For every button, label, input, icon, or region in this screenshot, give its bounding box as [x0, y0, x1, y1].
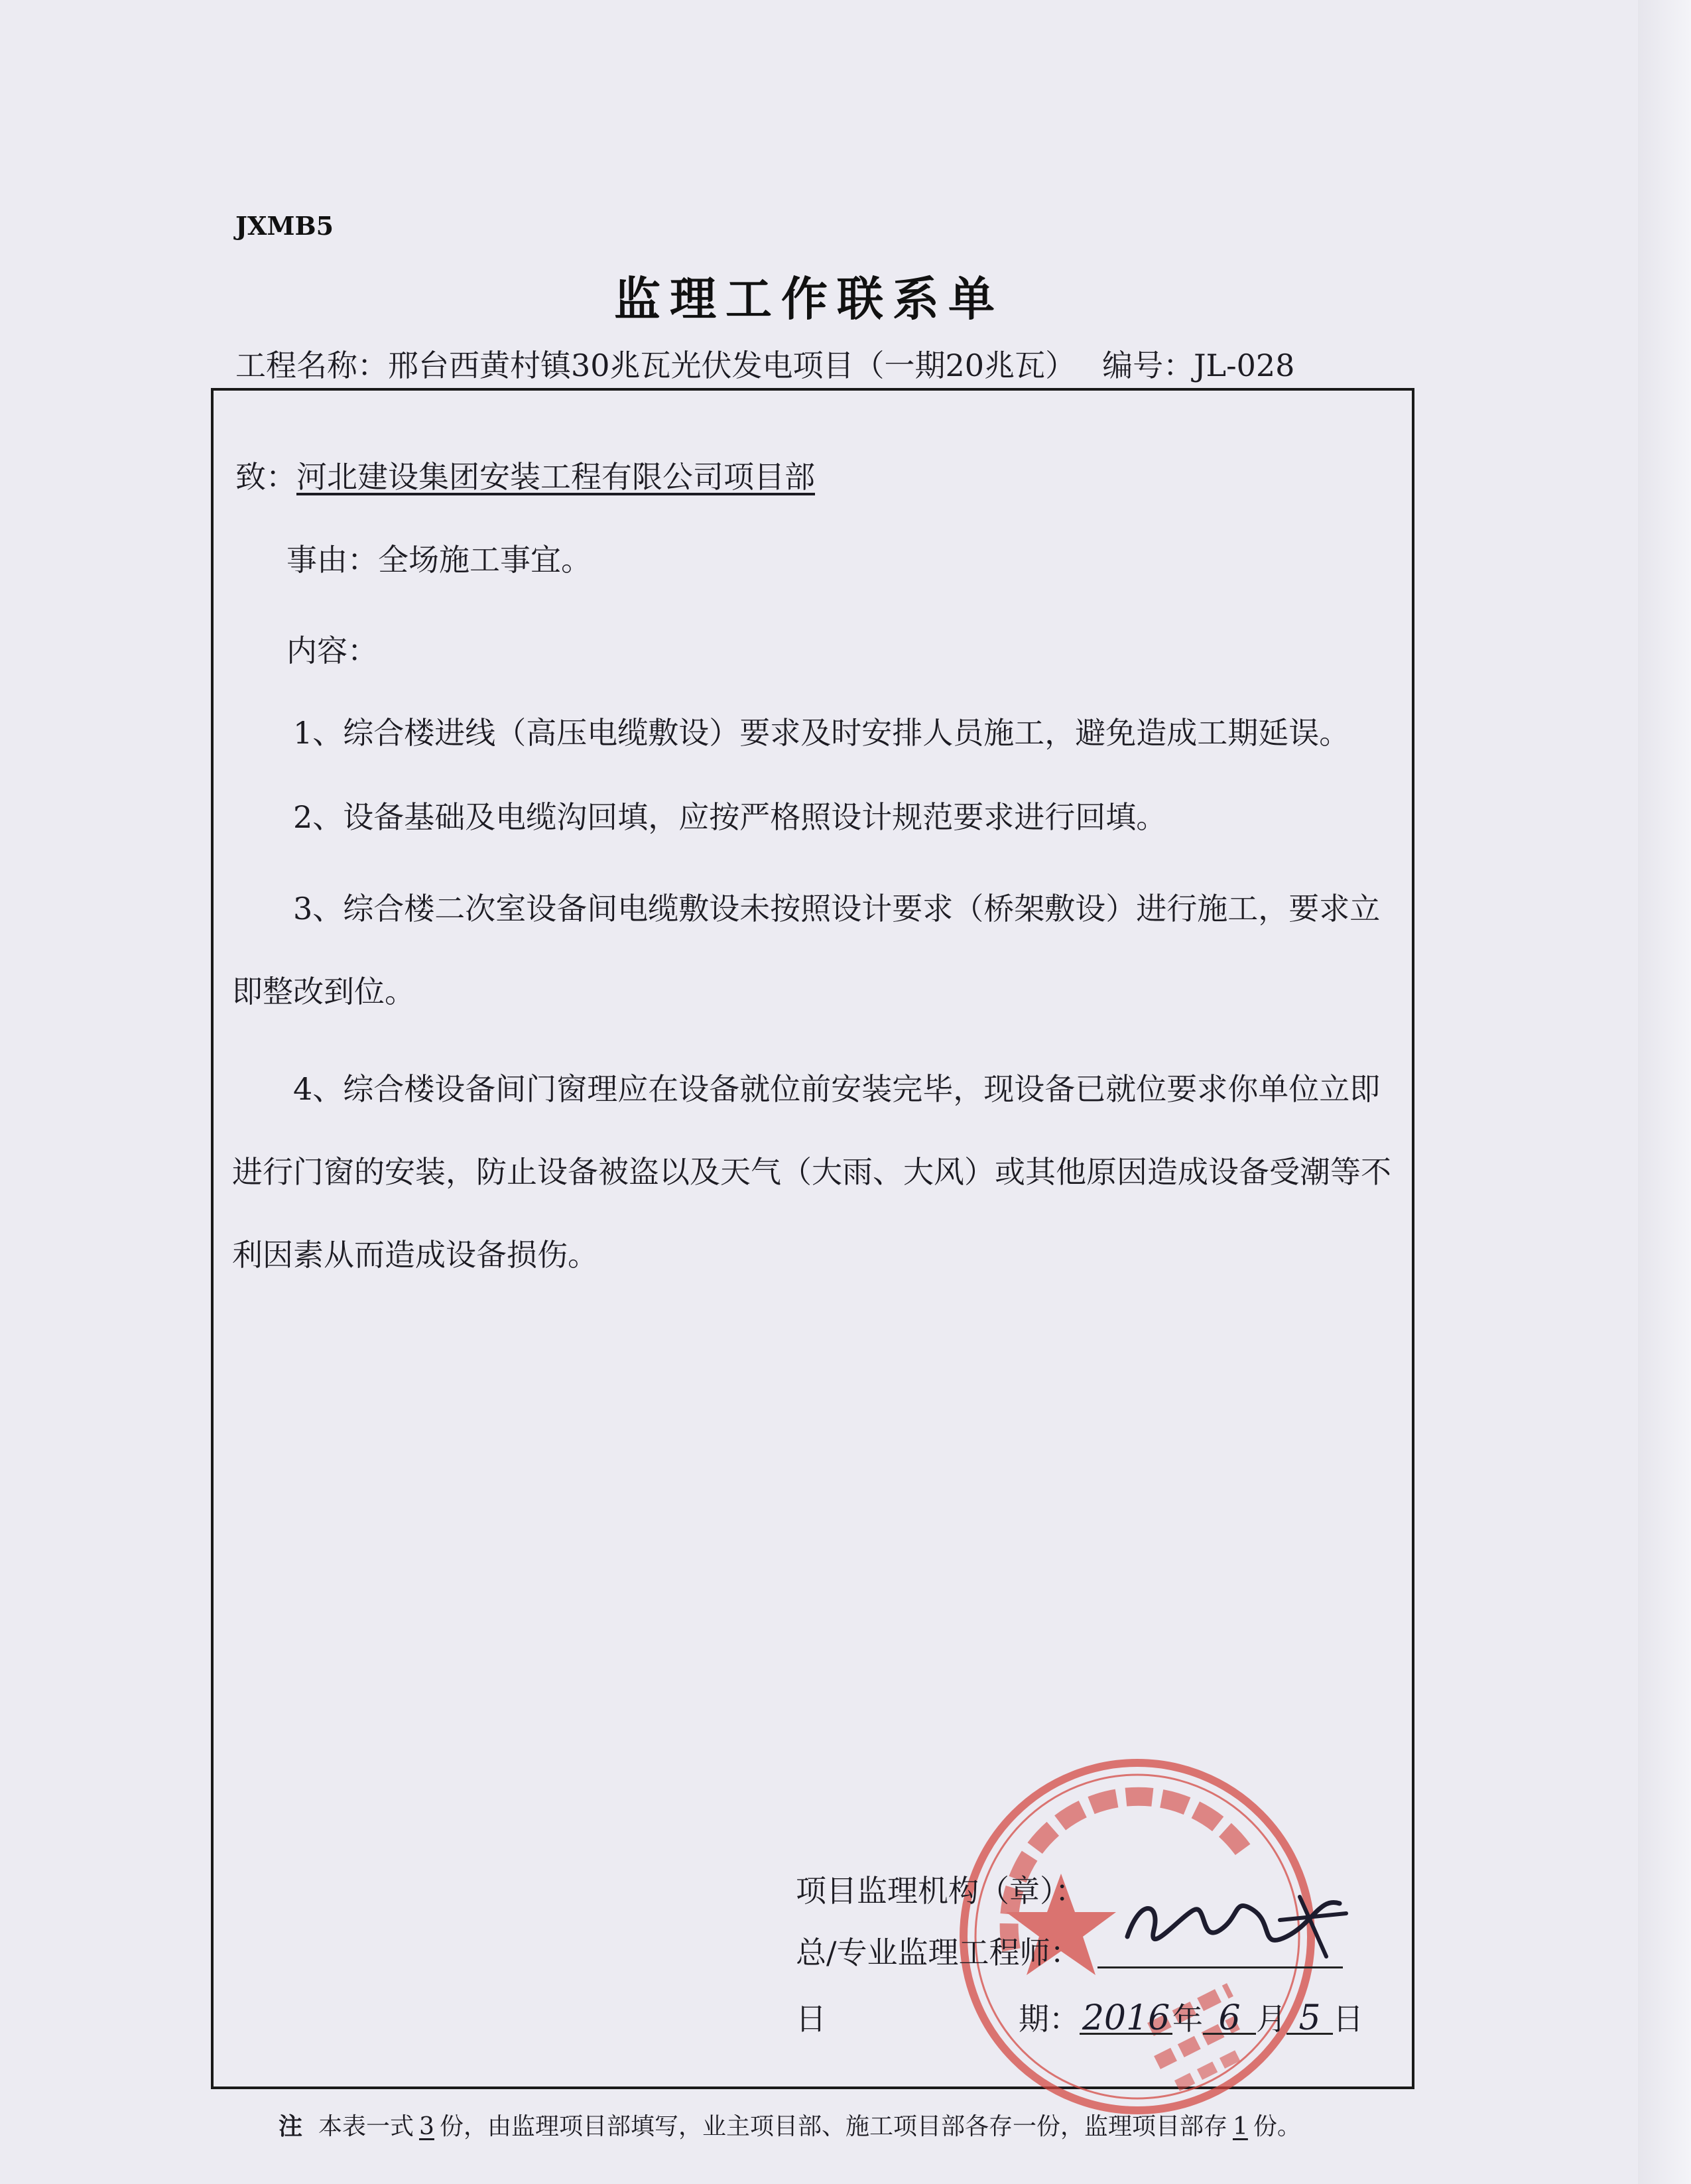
- content-item: 4、综合楼设备间门窗理应在设备就位前安装完毕，现设备已就位要求你单位立即进行门窗的安装，防止设备被盗以及天气（大雨、大风）或其他原因造成设备受潮等不利因素从而造成设备损伤。: [232, 1071, 1391, 1273]
- project-line: [235, 342, 1294, 385]
- project-label: 工程名称：: [235, 348, 388, 383]
- footnote-copies: 3: [419, 2113, 434, 2140]
- content-item: 1、综合楼进线（高压电缆敷设）要求及时安排人员施工，避免造成工期延误。: [293, 715, 1350, 751]
- date-day-unit: 日: [1333, 2001, 1363, 2037]
- number-label: 编号：: [1102, 348, 1194, 383]
- footnote-text-2: 份，由监理项目部填写，业主项目部、施工项目部各存一份，监理项目部存: [439, 2113, 1227, 2140]
- document-title: 监理工作联系单: [614, 271, 1004, 326]
- footnote-text-1: 本表一式: [318, 2113, 414, 2140]
- to-recipient: 河北建设集团安装工程有限公司项目部: [296, 459, 815, 495]
- date-month: 6: [1203, 2004, 1256, 2035]
- footnote-keep: 1: [1232, 2113, 1248, 2140]
- content-item: 3、综合楼二次室设备间电缆敷设未按照设计要求（桥架敷设）进行施工，要求立即整改到位。: [232, 891, 1381, 1009]
- footnote-text-3: 份。: [1253, 2113, 1301, 2140]
- date-row: [796, 1995, 1363, 2039]
- date-year-unit: 年: [1172, 2001, 1203, 2037]
- to-label: 致：: [235, 459, 296, 495]
- date-year: 2016: [1080, 2004, 1172, 2035]
- reason-text: 全场施工事宜。: [378, 542, 592, 578]
- date-day: 5: [1286, 2004, 1333, 2035]
- engineer-signature: [1101, 1857, 1366, 1990]
- paper-edge: [1638, 0, 1691, 2184]
- engineer-label: 总/专业监理工程师：: [796, 1935, 1081, 1970]
- addressee: [235, 453, 815, 497]
- content-label: 内容：: [286, 633, 378, 669]
- form-code: JXMB5: [235, 211, 334, 241]
- footnote-lead: 注: [279, 2112, 303, 2140]
- supervision-org-label: 项目监理机构（章）：: [796, 1873, 1086, 1909]
- date-label-left: 日: [796, 2001, 826, 2037]
- project-name: 邢台西黄村镇30兆瓦光伏发电项目（一期20兆瓦）: [388, 348, 1076, 383]
- footnote: [279, 2108, 1301, 2142]
- content-item: 2、设备基础及电缆沟回填，应按严格照设计规范要求进行回填。: [293, 799, 1167, 835]
- reason-label: 事由：: [286, 542, 378, 578]
- date-label-mid: 期：: [1019, 2001, 1080, 2037]
- document-number: JL-028: [1194, 348, 1295, 383]
- date-month-unit: 月: [1256, 2001, 1286, 2037]
- reason: [286, 536, 592, 580]
